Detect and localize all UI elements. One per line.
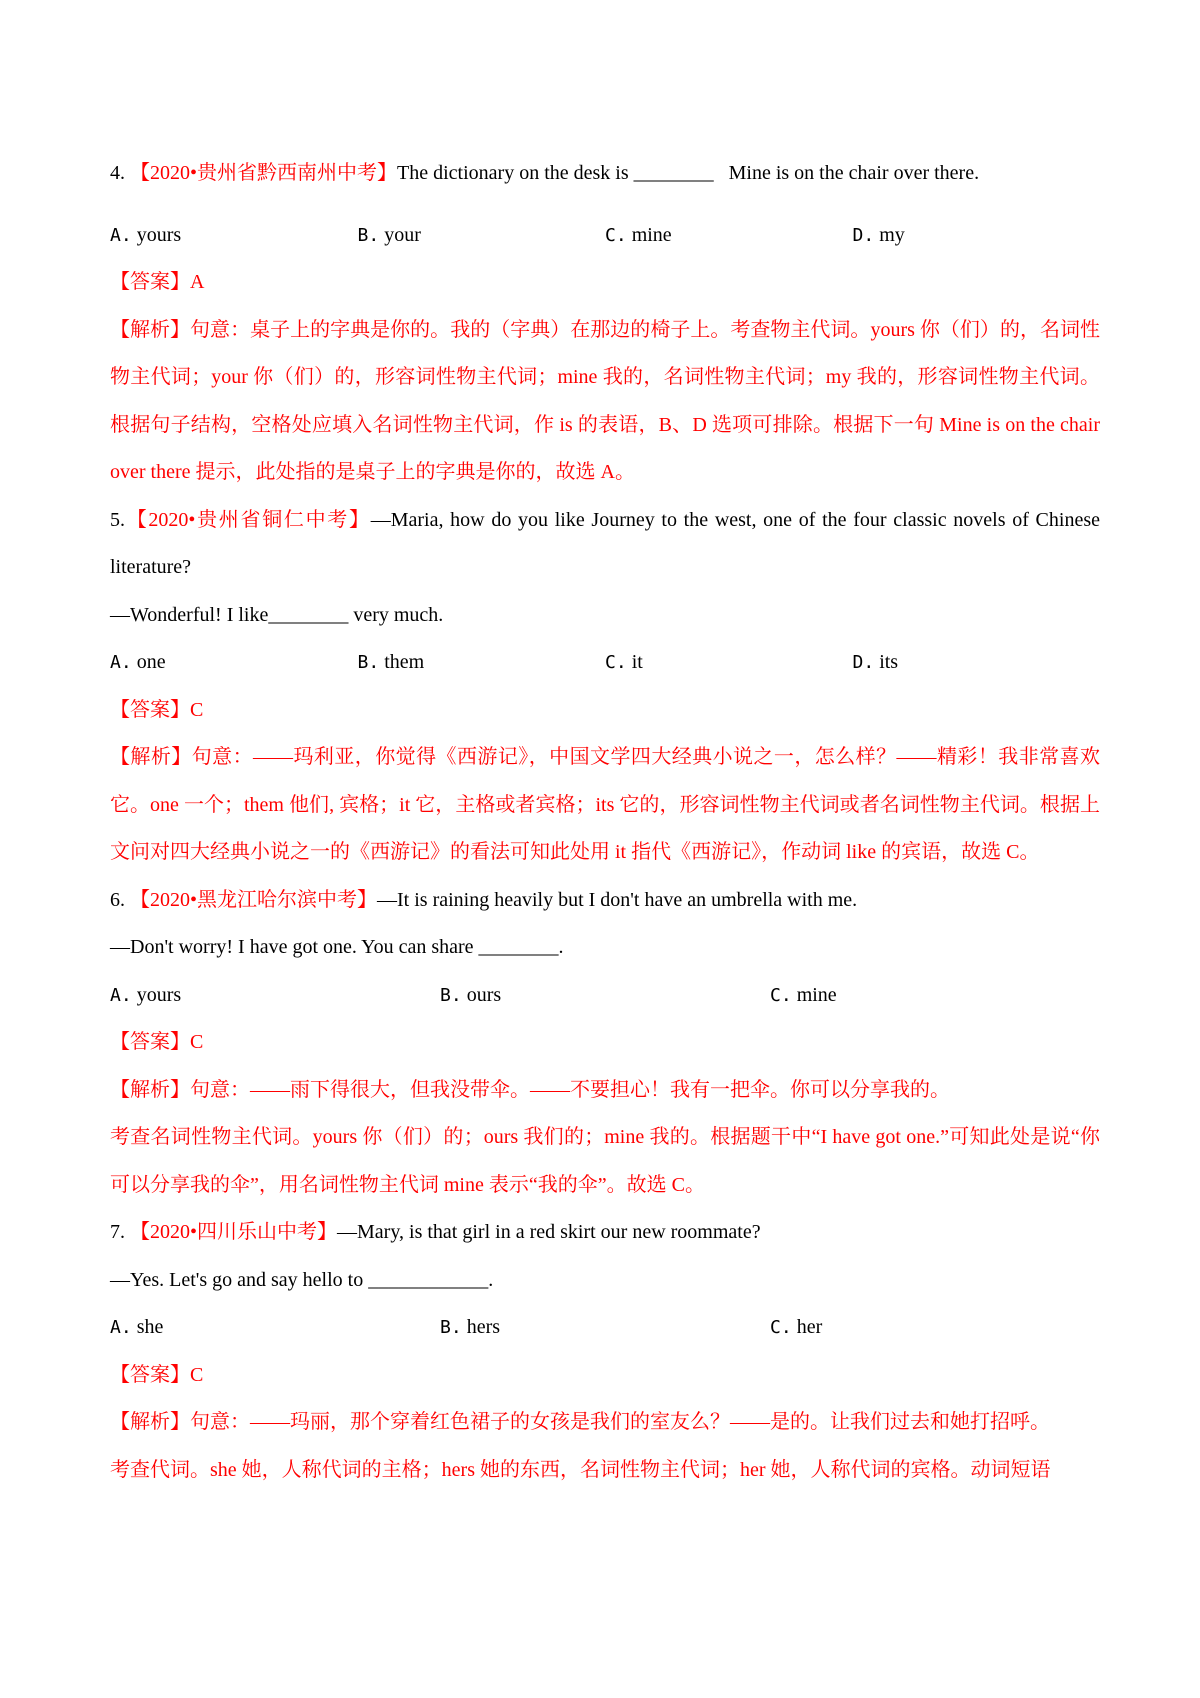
analysis: 【解析】句意：——玛丽，那个穿着红色裙子的女孩是我们的室友么？——是的。让我们过去和她打招呼。 xyxy=(110,1411,1050,1433)
question-7 xyxy=(110,1209,1100,1494)
question-text: —Mary, is that girl in a red skirt our new roommate? xyxy=(337,1221,761,1243)
question-source: 【2020•贵州省铜仁中考】 xyxy=(125,508,371,531)
options-row xyxy=(110,212,1100,260)
analysis: 【解析】句意：桌子上的字典是你的。我的（字典）在那边的椅子上。考查物主代词。yours 你（们）的，名词性物主代词；your 你（们）的，形容词性物主代词；mine 我的，名词性物主代词；my 我的，形容词性物主代词。根据句子结构，空格处应填入名词性物主代词，作 is 的表语，B、D 选项可排除。根据下一句 Mine is on the chair over there 提示，此处指的是桌子上的字典是你的，故选 A。 xyxy=(110,318,1100,483)
analysis-continued: 考查代词。she 她，人称代词的主格；hers 她的东西，名词性物主代词；her 她，人称代词的宾格。动词短语 xyxy=(110,1458,1051,1481)
question-number: 7. xyxy=(110,1221,125,1243)
question-reply: —Wonderful! I like________ very much. xyxy=(110,603,444,626)
options-row xyxy=(110,972,1100,1020)
options-row xyxy=(110,1304,1100,1352)
question-stem xyxy=(110,150,1100,198)
option-b: B. your xyxy=(357,223,421,246)
analysis-text: 句意：——雨下得很大，但我没带伞。——不要担心！我有一把伞。你可以分享我的。 xyxy=(190,1078,950,1101)
answer-value: A xyxy=(190,271,205,293)
options-row xyxy=(110,639,1100,687)
option-a: A. she xyxy=(110,1316,164,1338)
option-a: A. one xyxy=(110,651,166,673)
answer: 【答案】C xyxy=(110,1363,204,1386)
option-c: C. mine xyxy=(605,223,672,246)
option-a: A. yours xyxy=(110,983,182,1006)
analysis: 【解析】句意：——雨下得很大，但我没带伞。——不要担心！我有一把伞。你可以分享我的。 xyxy=(110,1078,950,1101)
question-6 xyxy=(110,877,1100,1210)
analysis-text: 句意：桌子上的字典是你的。我的（字典）在那边的椅子上。考查物主代词。yours 你（们）的，名词性物主代词；your 你（们）的，形容词性物主代词；mine 我的，名词性物主代词；my 我的，形容词性物主代词。根据句子结构，空格处应填入名词性物主代词，作 is 的表语，B、D 选项可排除。根据下一句 Mine is on the chair over there 提示，此处指的是桌子上的字典是你的，故选 A。 xyxy=(110,318,1100,483)
question-text: —It is raining heavily but I don't have an umbrella with me. xyxy=(377,888,858,911)
option-d: D. its xyxy=(852,651,899,673)
option-a: A. yours xyxy=(110,223,182,246)
answer: 【答案】C xyxy=(110,698,204,721)
answer: 【答案】C xyxy=(110,1031,204,1053)
option-c: C. her xyxy=(770,1316,823,1338)
option-b: B. hers xyxy=(440,1316,501,1338)
question-source: 【2020•四川乐山中考】 xyxy=(130,1221,338,1243)
option-d: D. my xyxy=(852,223,905,246)
analysis: 【解析】句意：——玛利亚，你觉得《西游记》，中国文学四大经典小说之一，怎么样？——精彩！我非常喜欢它。one 一个；them 他们, 宾格；it 它，主格或者宾格；its 它的，形容词性物主代词或者名词性物主代词。根据上文问对四大经典小说之一的《西游记》的看法可知此处用 it 指代《西游记》，作动词 like 的宾语，故选 C。 xyxy=(110,746,1101,863)
option-c: C. it xyxy=(605,651,643,673)
question-stem xyxy=(110,497,1100,592)
question-reply: —Don't worry! I have got one. You can share ________. xyxy=(110,936,564,958)
question-4 xyxy=(110,150,1100,497)
document-page xyxy=(110,150,1100,1494)
analysis-continued: 考查名词性物主代词。yours 你（们）的；ours 我们的；mine 我的。根据题干中“I have got one.”可知此处是说“你可以分享我的伞”，用名词性物主代词 mine 表示“我的伞”。故选 C。 xyxy=(110,1126,1100,1196)
option-b: B. ours xyxy=(440,983,502,1006)
answer: 【答案】A xyxy=(110,271,205,293)
question-stem xyxy=(110,877,1100,925)
question-text: The dictionary on the desk is ________ Mine is on the chair over there. xyxy=(397,162,980,184)
option-c: C. mine xyxy=(770,983,837,1006)
analysis-text: 句意：——玛丽，那个穿着红色裙子的女孩是我们的室友么？——是的。让我们过去和她打招呼。 xyxy=(190,1411,1050,1433)
answer-value: C xyxy=(190,1031,204,1053)
question-text: —Maria, how do you like Journey to the west, one of the four classic novels of Chinese literature? xyxy=(110,508,1100,578)
question-5 xyxy=(110,497,1100,877)
analysis-text: 句意：——玛利亚，你觉得《西游记》，中国文学四大经典小说之一，怎么样？——精彩！我非常喜欢它。one 一个；them 他们, 宾格；it 它，主格或者宾格；its 它的，形容词性物主代词或者名词性物主代词。根据上文问对四大经典小说之一的《西游记》的看法可知此处用 it 指代《西游记》，作动词 like 的宾语，故选 C。 xyxy=(110,746,1101,863)
question-stem xyxy=(110,1209,1100,1257)
answer-value: C xyxy=(190,698,204,721)
question-number: 4. xyxy=(110,162,125,184)
question-number: 6. xyxy=(110,888,125,911)
question-reply: —Yes. Let's go and say hello to ____________. xyxy=(110,1268,494,1291)
question-source: 【2020•贵州省黔西南州中考】 xyxy=(130,162,398,184)
question-source: 【2020•黑龙江哈尔滨中考】 xyxy=(130,888,378,911)
option-b: B. them xyxy=(357,651,425,673)
answer-value: C xyxy=(190,1363,204,1386)
question-number: 5. xyxy=(110,508,125,531)
